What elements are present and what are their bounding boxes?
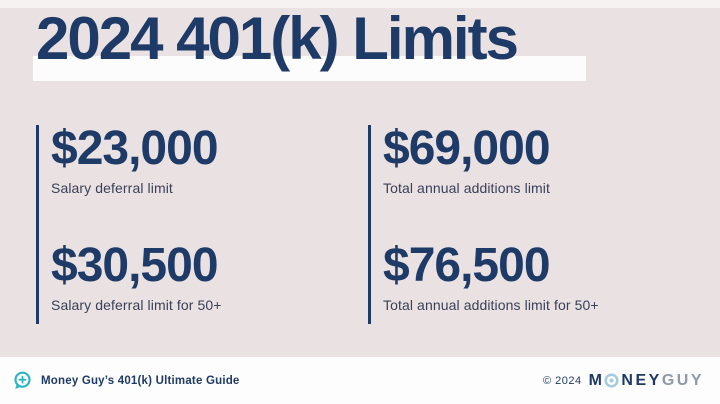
brand-letters-guy: GUY [661,371,704,389]
stat-total-additions-50plus [383,239,698,313]
guide-title-label: Money Guy’s 401(k) Ultimate Guide [41,374,240,387]
stat-label: Total annual additions limit for 50+ [383,297,599,313]
moneyguy-logo [589,372,704,390]
copyright-text: © 2024 [542,374,582,387]
brand-letter-m: M [588,371,605,389]
chat-bubble-plus-icon [13,371,32,390]
stat-total-additions [383,122,698,196]
stat-salary-deferral-50plus [51,239,346,313]
target-ring-o-icon [604,373,619,388]
stat-salary-deferral [51,122,346,196]
stat-value: $23,000 [51,122,218,175]
stat-value: $76,500 [383,239,550,292]
stat-label: Salary deferral limit [51,180,173,196]
stats-column-right [368,122,698,324]
footer-right [543,372,704,390]
stat-value: $30,500 [51,239,218,292]
brand-letters-ney: NEY [621,371,662,389]
stat-label: Total annual additions limit [383,180,551,196]
footer-left [13,371,240,390]
footer-bar [0,357,720,404]
stat-label: Salary deferral limit for 50+ [51,297,222,313]
stats-column-left [36,122,346,324]
page-title: 2024 401(k) Limits [36,5,517,72]
stat-value: $69,000 [383,122,550,175]
